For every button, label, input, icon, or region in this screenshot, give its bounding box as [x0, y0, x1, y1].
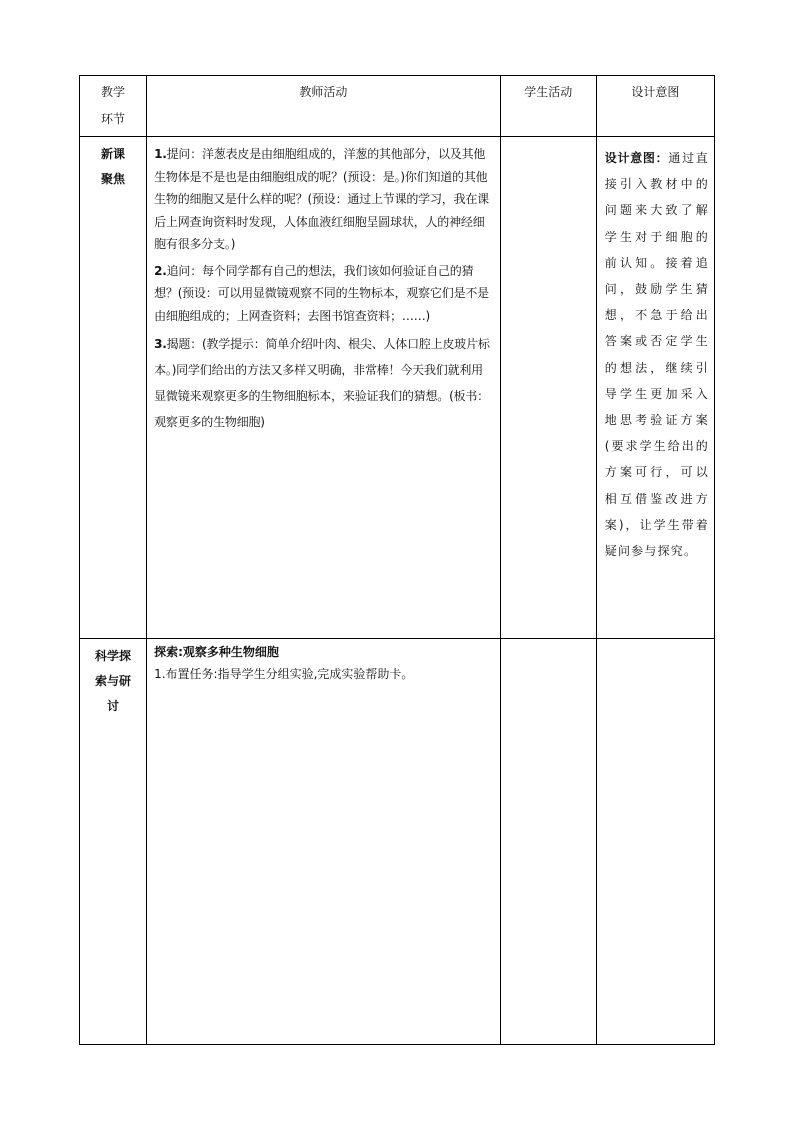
- paragraph-text: 提问：洋葱表皮是由细胞组成的，洋葱的其他部分，以及其他生物体是不是也是由细胞组成的呢？(预设：是。)你们知道的其他生物的细胞又是什么样的呢？(预设：通过上节课的学习，我在课后上网查询资料时发现，人体血液红细胞呈圆球状，人的神经细胞有很多分支。): [154, 147, 489, 251]
- section-label-line-3: 讨: [107, 699, 120, 713]
- header-row: [80, 76, 715, 137]
- section-row-new-lesson: [80, 137, 715, 639]
- section-label-line-1: 新课: [101, 147, 126, 161]
- header-student: 学生活动: [500, 76, 596, 137]
- section-row-exploration: [80, 639, 715, 1045]
- teacher-paragraph-3: [154, 331, 494, 435]
- design-intent-cell: [596, 639, 714, 1045]
- paragraph-number: 1.: [154, 147, 167, 161]
- teacher-activity-cell: [147, 639, 501, 1045]
- paragraph-number: 3.: [154, 337, 167, 351]
- paragraph-text: 揭题：(教学提示：简单介绍叶肉、根尖、人体口腔上皮玻片标本。)同学们给出的方法又多样又明确，非常棒！今天我们就利用显微镜来观察更多的生物细胞标本，来验证我们的猜想。(板书：观察更多的生物细胞): [154, 337, 490, 429]
- section-label-line-2: 聚焦: [101, 172, 126, 186]
- section-label-line-1: 科学探: [95, 649, 132, 663]
- teacher-paragraph-1: [154, 143, 494, 256]
- header-section: [80, 76, 147, 137]
- teacher-activity-cell: [147, 137, 501, 639]
- paragraph-number: 2.: [154, 263, 167, 278]
- design-intent-cell: [596, 137, 714, 639]
- header-teacher: 教师活动: [147, 76, 501, 137]
- header-intent: 设计意图: [596, 76, 714, 137]
- paragraph-text: 追问：每个同学都有自己的想法，我们该如何验证自己的猜想？(预设：可以用显微镜观察不同的生物标本，观察它们是不是由细胞组成的；上网查资料；去图书馆查资料；……): [154, 263, 489, 323]
- student-activity-cell: [500, 639, 596, 1045]
- exploration-title: 探索:观察多种生物细胞: [154, 645, 279, 659]
- lesson-plan-table: [79, 75, 715, 1045]
- exploration-task: 1.布置任务:指导学生分组实验,完成实验帮助卡。: [154, 667, 414, 681]
- header-section-line-1: 教学: [101, 85, 126, 99]
- intent-text: 通过直接引入教材中的问题来大致了解学生对于细胞的前认知。接着追问，鼓励学生猜想，不急于给出答案或否定学生的想法，继续引导学生更加采入地思考验证方案(要求学生给出的方案可行，可以相互借鉴改进方案)，让学生带着疑问参与探究。: [604, 151, 709, 559]
- section-label: [80, 639, 147, 1045]
- intent-lead: 设计意图：: [604, 151, 669, 165]
- section-label: [80, 137, 147, 639]
- teacher-paragraph-2: [154, 260, 494, 328]
- section-label-line-2: 索与研: [95, 674, 132, 688]
- header-section-line-2: 环节: [101, 112, 126, 126]
- student-activity-cell: [500, 137, 596, 639]
